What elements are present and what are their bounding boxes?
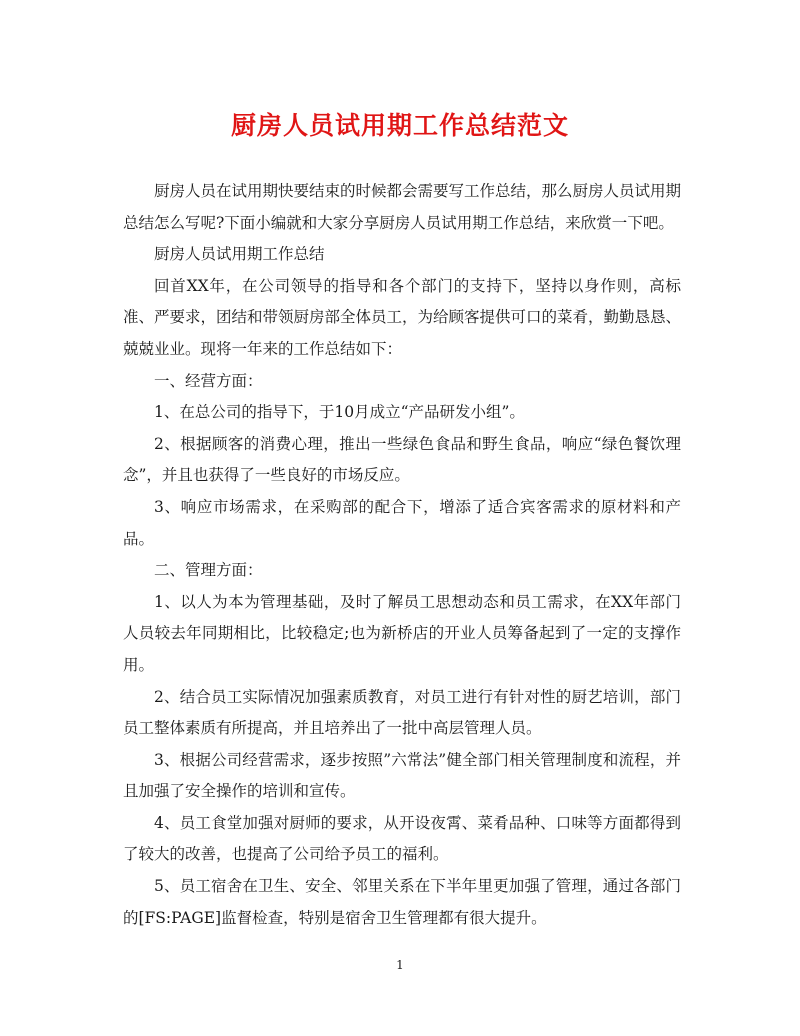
paragraph-management-5: 5、员工宿舍在卫生、安全、邻里关系在下半年里更加强了管理，通过各部门的[FS:PAGE]监督检查，特别是宿舍卫生管理都有很大提升。	[123, 877, 681, 927]
paragraph-management-3: 3、根据公司经营需求，逐步按照”六常法”健全部门相关管理制度和流程，并且加强了安全操作的培训和宣传。	[123, 750, 681, 801]
paragraph-review: 回首XX年，在公司领导的指导和各个部门的支持下，坚持以身作则，高标准、严要求，团结和带领厨房部全体员工，为给顾客提供可口的菜肴，勤勤恳恳、兢兢业业。现将一年来的工作总结如下：	[123, 276, 682, 358]
paragraph-operations-1: 1、在总公司的指导下，于10月成立“产品研发小组”。	[154, 403, 525, 422]
paragraph-operations-3: 3、响应市场需求，在采购部的配合下，增添了适合宾客需求的原材料和产品。	[123, 497, 681, 548]
paragraph-management-1: 1、以人为本为管理基础，及时了解员工思想动态和员工需求，在XX年部门人员较去年同期相比，比较稳定;也为新桥店的开业人员筹备起到了一定的支撑作用。	[123, 592, 681, 674]
paragraph-management-4: 4、员工食堂加强对厨师的要求，从开设夜霄、菜肴品种、口味等方面都得到了较大的改善，也提高了公司给予员工的福利。	[123, 813, 681, 864]
page-number: 1	[396, 958, 404, 972]
paragraph-management-2: 2、结合员工实际情况加强素质教育，对员工进行有针对性的厨艺培训，部门员工整体素质有所提高，并且培养出了一批中高层管理人员。	[123, 687, 681, 738]
paragraph-intro: 厨房人员在试用期快要结束的时候都会需要写工作总结，那么厨房人员试用期总结怎么写呢?下面小编就和大家分享厨房人员试用期工作总结，来欣赏一下吧。	[123, 182, 682, 232]
paragraph-subtitle: 厨房人员试用期工作总结	[154, 245, 325, 264]
section-heading-management: 二、管理方面：	[154, 561, 263, 580]
section-heading-operations: 一、经营方面：	[154, 371, 263, 390]
document-title: 厨房人员试用期工作总结范文	[230, 111, 569, 140]
paragraph-operations-2: 2、根据顾客的消费心理，推出一些绿色食品和野生食品，响应“绿色餐饮理念”，并且也获得了一些良好的市场反应。	[123, 434, 681, 485]
document-body	[123, 176, 681, 934]
